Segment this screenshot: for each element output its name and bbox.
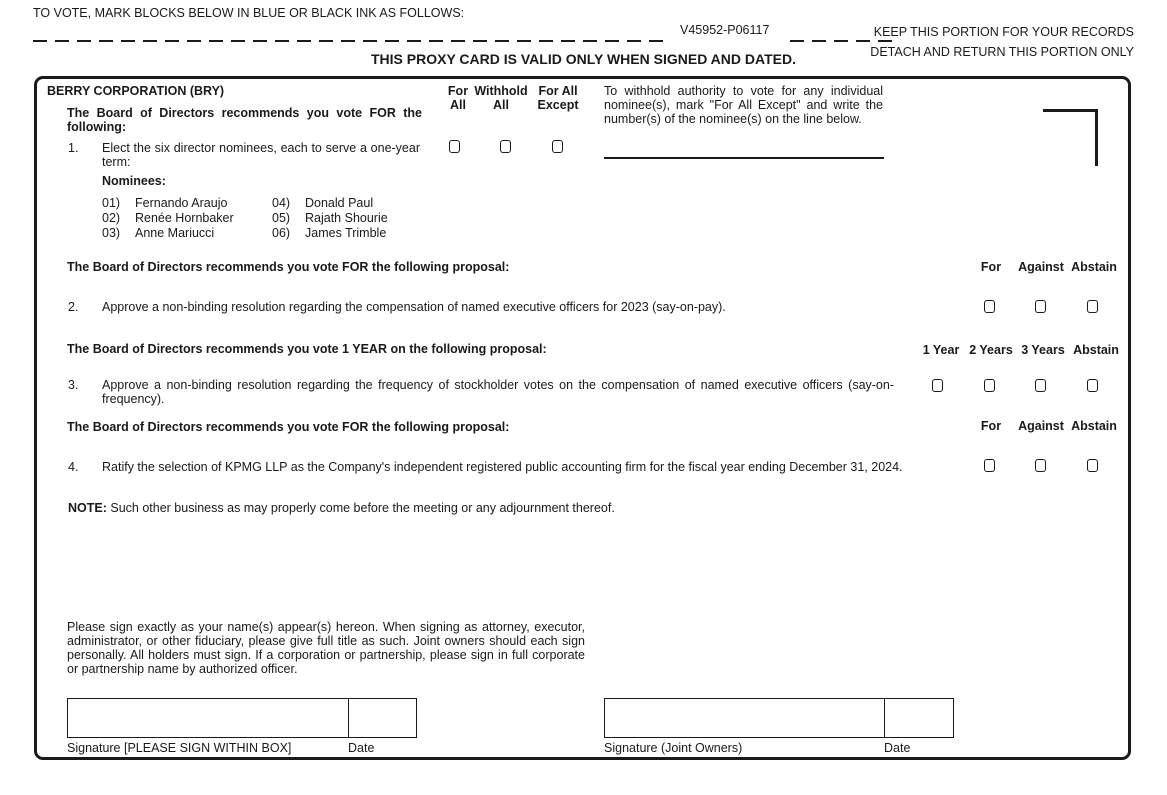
detach-dash	[363, 40, 377, 42]
signature-box[interactable]	[67, 698, 349, 738]
detach-dash	[231, 40, 245, 42]
detach-dash	[319, 40, 333, 42]
item4-for-checkbox[interactable]	[984, 459, 995, 472]
detach-dash	[627, 40, 641, 42]
item3-1-year-checkbox[interactable]	[932, 379, 943, 392]
detach-dash	[878, 40, 892, 42]
item2-col-abstain: Abstain	[1071, 260, 1117, 274]
company-name: BERRY CORPORATION (BRY)	[47, 84, 225, 98]
control-code: V45952-P06117	[680, 23, 770, 37]
detach-dash	[99, 40, 113, 42]
item3-number: 3.	[68, 378, 79, 392]
item3-3-years-checkbox[interactable]	[1035, 379, 1046, 392]
item4-number: 4.	[68, 460, 79, 474]
joint-signature-date-box[interactable]	[884, 698, 954, 738]
detach-dash	[77, 40, 91, 42]
joint-signature-date-label: Date	[884, 741, 911, 755]
nominee-list-col1	[102, 196, 242, 241]
note-label: NOTE:	[68, 501, 107, 515]
item3-col-3-years: 3 Years	[1021, 343, 1065, 357]
item2-for-checkbox[interactable]	[984, 300, 995, 313]
item2-text: Approve a non-binding resolution regarding the compensation of named executive officers for 2023 (say-on-pay).	[102, 300, 726, 314]
nominees-label: Nominees:	[102, 174, 166, 188]
item4-text: Ratify the selection of KPMG LLP as the Company's independent registered public accounting firm for the fiscal year ending December 31, 2024.	[102, 460, 903, 474]
detach-dash	[143, 40, 157, 42]
detach-dash	[55, 40, 69, 42]
detach-dash	[834, 40, 848, 42]
item2-col-against: Against	[1018, 260, 1064, 274]
detach-portion-label: DETACH AND RETURN THIS PORTION ONLY	[870, 45, 1134, 59]
joint-signature-box[interactable]	[604, 698, 885, 738]
item1-for-all-except-checkbox[interactable]	[552, 140, 563, 153]
detach-dash	[605, 40, 619, 42]
sign-instructions: Please sign exactly as your name(s) appear(s) hereon. When signing as attorney, executor, administrator, or other fiduciary, please give full title as such. Joint owners should each sign personally. All holders must sign. If a corporation or partnership, please sign in full corporate or partnership name by authorized officer.	[67, 620, 585, 676]
detach-dash	[495, 40, 509, 42]
note	[68, 501, 615, 515]
detach-dash	[473, 40, 487, 42]
detach-dash	[385, 40, 399, 42]
signature-date-label: Date	[348, 741, 375, 755]
detach-dash	[121, 40, 135, 42]
detach-dash	[429, 40, 443, 42]
detach-dash	[253, 40, 267, 42]
detach-dash	[165, 40, 179, 42]
item4-recommendation: The Board of Directors recommends you vote FOR the following proposal:	[67, 420, 510, 434]
item3-col-2-years: 2 Years	[969, 343, 1013, 357]
item1-number: 1.	[68, 141, 79, 155]
registration-mark	[1043, 109, 1098, 166]
col-for-all-except: For All Except	[537, 84, 579, 112]
col-withhold-all: Withhold All	[474, 84, 528, 112]
item3-2-years-checkbox[interactable]	[984, 379, 995, 392]
nominee-item: 05) Rajath Shourie	[272, 211, 388, 225]
item4-col-for: For	[980, 419, 1002, 433]
detach-dash	[856, 40, 870, 42]
keep-portion-label: KEEP THIS PORTION FOR YOUR RECORDS	[873, 25, 1134, 39]
vote-instruction: TO VOTE, MARK BLOCKS BELOW IN BLUE OR BLACK INK AS FOLLOWS:	[33, 6, 465, 20]
item4-col-against: Against	[1018, 419, 1064, 433]
detach-dash	[539, 40, 553, 42]
withhold-instruction: To withhold authority to vote for any individual nominee(s), mark "For All Except" and write the number(s) of the nominee(s) on the line below.	[604, 84, 883, 126]
note-text: Such other business as may properly come before the meeting or any adjournment thereof.	[110, 501, 615, 515]
item3-col-1-year: 1 Year	[922, 343, 960, 357]
item2-against-checkbox[interactable]	[1035, 300, 1046, 313]
item2-col-for: For	[980, 260, 1002, 274]
item3-text: Approve a non-binding resolution regarding the frequency of stockholder votes on the compensation of named executive officers (say-on-frequency).	[102, 378, 894, 406]
detach-dash	[275, 40, 289, 42]
nominee-item: 02) Renée Hornbaker	[102, 211, 234, 225]
valid-notice: THIS PROXY CARD IS VALID ONLY WHEN SIGNED AND DATED.	[371, 51, 796, 67]
signature-label: Signature [PLEASE SIGN WITHIN BOX]	[67, 741, 292, 755]
detach-dash	[812, 40, 826, 42]
item1-text: Elect the six director nominees, each to serve a one-year term:	[102, 141, 420, 169]
item4-col-abstain: Abstain	[1071, 419, 1117, 433]
item3-recommendation: The Board of Directors recommends you vote 1 YEAR on the following proposal:	[67, 342, 547, 356]
detach-dash	[407, 40, 421, 42]
detach-dash	[209, 40, 223, 42]
detach-dash	[517, 40, 531, 42]
detach-dash	[583, 40, 597, 42]
detach-dash	[649, 40, 663, 42]
detach-dash	[297, 40, 311, 42]
item1-for-all-checkbox[interactable]	[449, 140, 460, 153]
nominee-writein-line[interactable]	[604, 157, 884, 159]
item4-against-checkbox[interactable]	[1035, 459, 1046, 472]
detach-dash	[561, 40, 575, 42]
item1-recommendation: The Board of Directors recommends you vote FOR the following:	[67, 106, 422, 134]
detach-dash	[451, 40, 465, 42]
joint-signature-label: Signature (Joint Owners)	[604, 741, 743, 755]
item2-recommendation: The Board of Directors recommends you vote FOR the following proposal:	[67, 260, 510, 274]
nominee-item: 06) James Trimble	[272, 226, 387, 240]
item2-number: 2.	[68, 300, 79, 314]
item2-abstain-checkbox[interactable]	[1087, 300, 1098, 313]
detach-dash	[341, 40, 355, 42]
item1-withhold-all-checkbox[interactable]	[500, 140, 511, 153]
nominee-list-col2	[272, 196, 412, 241]
item3-abstain-checkbox[interactable]	[1087, 379, 1098, 392]
item4-abstain-checkbox[interactable]	[1087, 459, 1098, 472]
nominee-item: 01) Fernando Araujo	[102, 196, 228, 210]
detach-dash	[33, 40, 47, 42]
nominee-item: 03) Anne Mariucci	[102, 226, 215, 240]
nominee-item: 04) Donald Paul	[272, 196, 374, 210]
item3-col-abstain: Abstain	[1073, 343, 1119, 357]
detach-dash	[187, 40, 201, 42]
detach-dash	[790, 40, 804, 42]
signature-date-box[interactable]	[348, 698, 417, 738]
col-for-all: For All	[447, 84, 469, 112]
